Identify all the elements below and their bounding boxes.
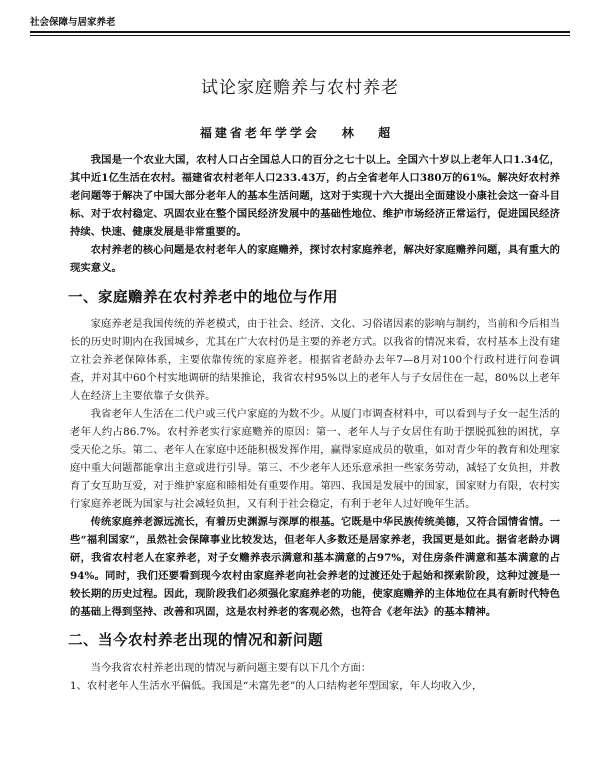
intro-paragraph: 我国是一个农业大国，农村人口占全国总人口的百分之七十以上。全国六十岁以上老年人口1.34亿，其中近1亿生活在农村。福建省农村老年人口233.43万，约占全省老年人口380万的61%。解决好农村养老问题等于解决了中国大部分老年人的基本生活问题，这对于实现十六大提出全面建设小康社会这一奋斗目标、对于农村稳定、巩固农业在整个国民经济发展中的基础性地位、维护市场经济正常运行，促进国民经济持续、快速、健康发展是非常重要的。 [70,154,560,238]
byline [0,124,600,141]
author-affiliation: 福建省老年学学会 [199,126,320,140]
author-name: 林 超 [341,126,401,140]
article-body [70,151,560,695]
body-paragraph: 当今我省农村养老出现的情况与新问题主要有以下几个方面： [90,662,372,674]
article-title: 试论家庭赡养与农村养老 [201,78,399,98]
body-paragraph: 1、农村老年人生活水平偏低。我国是“未富先老”的人口结构老年型国家，年人均收入少， [70,680,483,692]
section-heading: 一、家庭赡养在农村养老中的地位与作用 [68,290,338,306]
section-heading: 二、当今农村养老出现的情况和新问题 [68,633,323,649]
intro-paragraph: 农村养老的核心问题是农村老年人的家庭赡养，探讨农村家庭养老，解决好家庭赡养问题，具有重大的现实意义。 [70,244,560,274]
body-paragraph: 传统家庭养老源远流长，有着历史渊源与深厚的根基。它既是中华民族传统美德，又符合国情省情。一些“福利国家”，虽然社会保障事业比较发达，但老年人多数还是居家养老，我国更是如此。据省老龄办调研，我省农村老人在家养老，对子女赡养表示满意和基本满意的占97%，对住房条件满意和基本满意的占94%。同时，我们还要看到现今农村由家庭养老向社会养老的过渡还处于起始和探索阶段，这种过渡是一较长期的历史过程。因此，现阶段我们必须强化家庭养老的功能，使家庭赡养的主体地位在具有新时代特色的基础上得到坚持、改善和巩固，这是农村养老的客观必然，也符合《老年法》的基本精神。 [70,516,560,618]
body-paragraph: 家庭养老是我国传统的养老模式，由于社会、经济、文化、习俗诸因素的影响与制约，当前和今后相当长的历史时期内在我国城乡，尤其在广大农村仍是主要的养老方式。以我省的情况来看，农村基本上没有建立社会养老保障体系，主要依靠传统的家庭养老。根据省老龄办去年7—8月对100个行政村进行问卷调查，并对其中60个村实地调研的结果推论，我省农村95%以上的老年人与子女居住在一起，80%以上老年人在经济上主要依靠子女供养。 [70,318,560,402]
body-paragraph: 我省老年人生活在二代户或三代户家庭的为数不少。从厦门市调查材料中，可以看到与子女一起生活的老年人约占86.7%。农村养老实行家庭赡养的原因：第一、老年人与子女居住有助于摆脱孤独的困扰，享受天伦之乐。第二、老年人在家庭中还能积极发挥作用，赢得家庭成员的敬重，如对青少年的教育和处理家庭中重大问题都能拿出主意或进行引导。第三、不少老年人还乐意承担一些家务劳动，减轻了女负担，并教育了女互助互爱，对于维护家庭和睦相处有重要作用。第四、我国是发展中的国家，国家财力有限，农村实行家庭养老既为国家与社会减轻负担，又有利于社会稳定，有利于老年人过好晚年生活。 [70,408,560,510]
running-header: 社会保障与居家养老 [30,14,570,33]
